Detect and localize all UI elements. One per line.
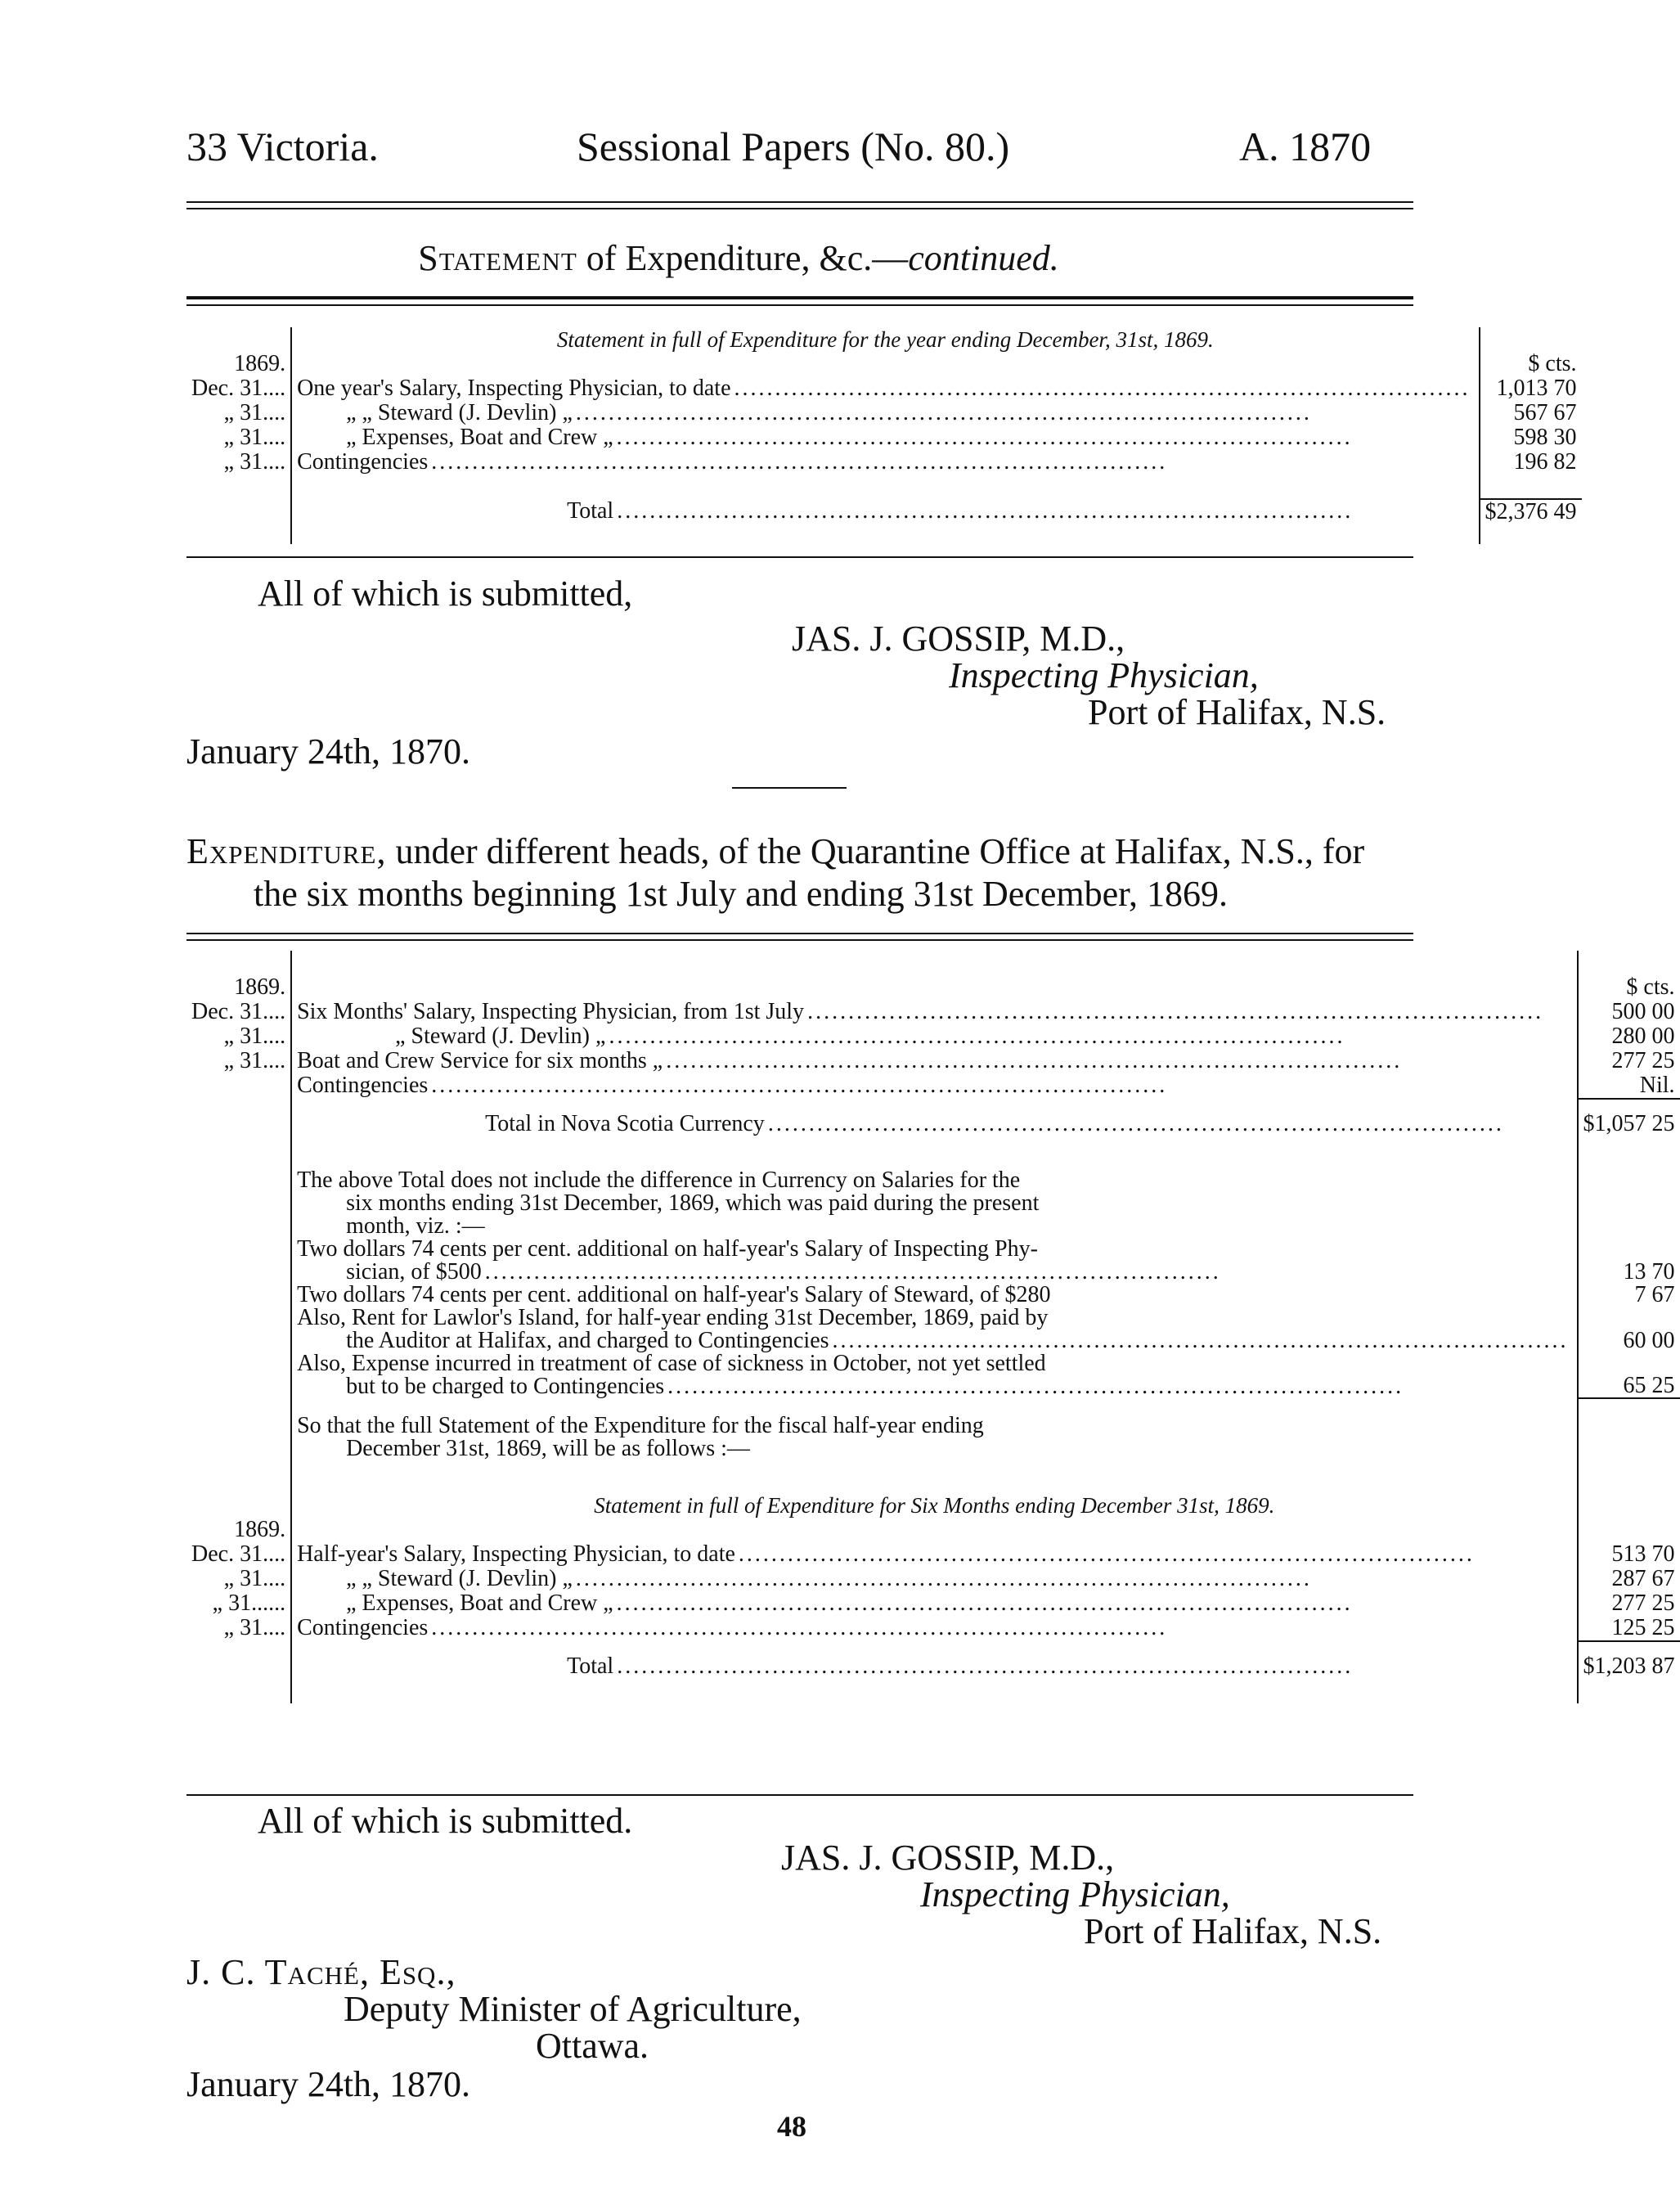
table3-year: 1869. <box>234 1517 286 1542</box>
signatory-role-1: Inspecting Physician, <box>949 655 1259 695</box>
signatory-role-2: Inspecting Physician, <box>920 1874 1230 1914</box>
table1-top-rule <box>186 296 1413 299</box>
page-number: 48 <box>777 2110 806 2143</box>
signatory-place-2: Port of Halifax, N.S. <box>1084 1911 1382 1951</box>
header-right: A. 1870 <box>1239 124 1372 169</box>
statement-table-2: 1869. $ cts. Dec. 31.... Six Months' Salary, Inspecting Physician, from 1st July .......................................................................................... 500 00 „ 31.... „ Steward (J. Devlin) „ .......................................................................................... 280 00 „ 31.... Boat and Crew Service for six months „ .......................................................................................... 277 25 Contingencies .......................................................................................... Nil. Total in Nova Scotia Currency .......................................................................................... $1,057 25 The above Total does not include the difference in Currency on Salaries for the six months ending 31st December, 1869, which was paid during the present month, viz. :— Two dollars 74 cents per cent. additional on half-year's Salary of Inspecting Phy- sician, of $500 .......................................................................................... 13 70 Two dollars 74 cents per cent. additional on half-year's Salary of Steward, of $280 7 67 Also, Rent for Lawlor's Island, for half-year ending 31st December, 1869, paid by the Auditor at Halifax, and charged to Contingencies .......................................................................................... 60 00 Also, Expense incurred in treatment of case of sickness in October, not yet settled but to be charged to Contingencies .......................................................................................... 65 25 So that the full Statement of the Expenditure for the fiscal half-year ending December 31st, 1869, will be as follows :— Statement in full of Expenditure for Six Months ending December 31st, 1869. 1869. Dec. 31.... Half-year's Salary, Inspecting Physician, to date .......................................................................................... 513 70 „ 31.... „ „ Steward (J. Devlin) „ .......................................................................................... 287 67 „ 31...... „ Expenses, Boat and Crew „ .......................................................................................... 277 25 „ 31.... Contingencies .......................................................................................... 125 25 Total .......................................................................................... $1,203 87 <box>186 951 1680 1703</box>
header-left: 33 Victoria. <box>186 124 379 169</box>
table-row: Dec. 31.... Six Months' Salary, Inspecting Physician, from 1st July .......................................................................................... 500 00 <box>191 999 1675 1024</box>
signatory-name-2: JAS. J. GOSSIP, M.D., <box>781 1838 1115 1878</box>
table-row: „ 31...... „ Expenses, Boat and Crew „ .......................................................................................... 277 25 <box>212 1590 1675 1616</box>
table2-currency: $ cts. <box>1626 974 1675 1000</box>
note-rent: Also, Rent for Lawlor's Island, for half-year ending 31st December, 1869, paid by the Auditor at Halifax, and charged to Contingencies .......................................................................................... <box>291 1307 1577 1352</box>
table-row: „ 31.... Contingencies .......................................................................................... 125 25 <box>186 1616 1680 1641</box>
table1-bottom-rule <box>186 556 1413 558</box>
note-physician-diff: Two dollars 74 cents per cent. additional on half-year's Salary of Inspecting Phy- sician, of $500 .......................................................................................... <box>291 1238 1577 1284</box>
table2-year: 1869. <box>234 974 286 1000</box>
table-row: Dec. 31.... Half-year's Salary, Inspecting Physician, to date .......................................................................................... 513 70 <box>191 1541 1675 1567</box>
header-rule <box>186 201 1413 203</box>
table2-top-rule <box>186 933 1413 934</box>
table-row: „ 31.... Boat and Crew Service for six months „ .......................................................................................... 277 25 <box>223 1048 1675 1073</box>
statement-table-1 <box>186 327 1582 544</box>
table-row: „ 31.... „ „ Steward (J. Devlin) „ .......................................................................................... 567 67 <box>223 400 1577 425</box>
table3-caption: Statement in full of Expenditure for Six Months ending December 31st, 1869. <box>291 1493 1577 1518</box>
table-row: „ 31.... „ Expenses, Boat and Crew „ .......................................................................................... 598 30 <box>223 425 1577 450</box>
short-divider <box>732 787 847 789</box>
table1-currency: $ cts. <box>1528 351 1577 376</box>
table2-total-row: Total in Nova Scotia Currency .......................................................................................... $1,057 25 <box>186 1112 1680 1136</box>
addressee-name: J. C. Taché, Esq., <box>186 1952 456 1992</box>
table1-caption: Statement in full of Expenditure for the year ending December, 31st, 1869. <box>291 327 1479 352</box>
section1-title: Statement of Expenditure, &c.—continued. <box>418 238 1059 278</box>
table1-total-row: Total .......................................................................................... $2,376 49 <box>186 499 1582 524</box>
table-row: „ 31.... „ Steward (J. Devlin) „ .......................................................................................... 280 00 <box>223 1024 1675 1049</box>
note-currency: The above Total does not include the difference in Currency on Salaries for the six months ending 31st December, 1869, which was paid during the present month, viz. :— <box>291 1169 1577 1238</box>
table-row: „ 31.... Contingencies .......................................................................................... 196 82 <box>223 449 1577 475</box>
table3-total-row: Total .......................................................................................... $1,203 87 <box>186 1654 1680 1679</box>
table1-year: 1869. <box>234 351 286 376</box>
submitted-text-2: All of which is submitted. <box>258 1801 633 1841</box>
note-sickness: Also, Expense incurred in treatment of case of sickness in October, not yet settled but to be charged to Contingencies .......................................................................................... <box>291 1352 1577 1398</box>
header-center: Sessional Papers (No. 80.) <box>577 124 1010 169</box>
addressee-place: Ottawa. <box>536 2026 649 2066</box>
signatory-place-1: Port of Halifax, N.S. <box>1088 692 1386 732</box>
table1-top-rule-2 <box>186 304 1413 306</box>
table-row: „ 31.... „ „ Steward (J. Devlin) „ .......................................................................................... 287 67 <box>223 1566 1675 1591</box>
signature-date-1: January 24th, 1870. <box>186 731 471 772</box>
addressee-title: Deputy Minister of Agriculture, <box>344 1989 802 2029</box>
signature-date-2: January 24th, 1870. <box>186 2064 471 2104</box>
note-full-statement: So that the full Statement of the Expenditure for the fiscal half-year ending December 31st, 1869, will be as follows :— <box>291 1415 1577 1460</box>
submitted-text-1: All of which is submitted, <box>258 574 633 614</box>
table2-top-rule-2 <box>186 939 1413 941</box>
signatory-name-1: JAS. J. GOSSIP, M.D., <box>792 619 1125 659</box>
section2-title: Expenditure, under different heads, of the Quarantine Office at Halifax, N.S., for the six months beginning 1st July and ending 31st December, 1869. <box>186 831 1365 914</box>
note-steward-diff: Two dollars 74 cents per cent. additional on half-year's Salary of Steward, of $280 <box>291 1284 1577 1307</box>
header-rule-2 <box>186 208 1413 209</box>
table-row: Dec. 31.... One year's Salary, Inspecting Physician, to date .......................................................................................... 1,013 70 <box>191 376 1577 401</box>
table2-bottom-rule <box>186 1794 1413 1796</box>
table-row: Contingencies .......................................................................................... Nil. <box>186 1073 1680 1099</box>
